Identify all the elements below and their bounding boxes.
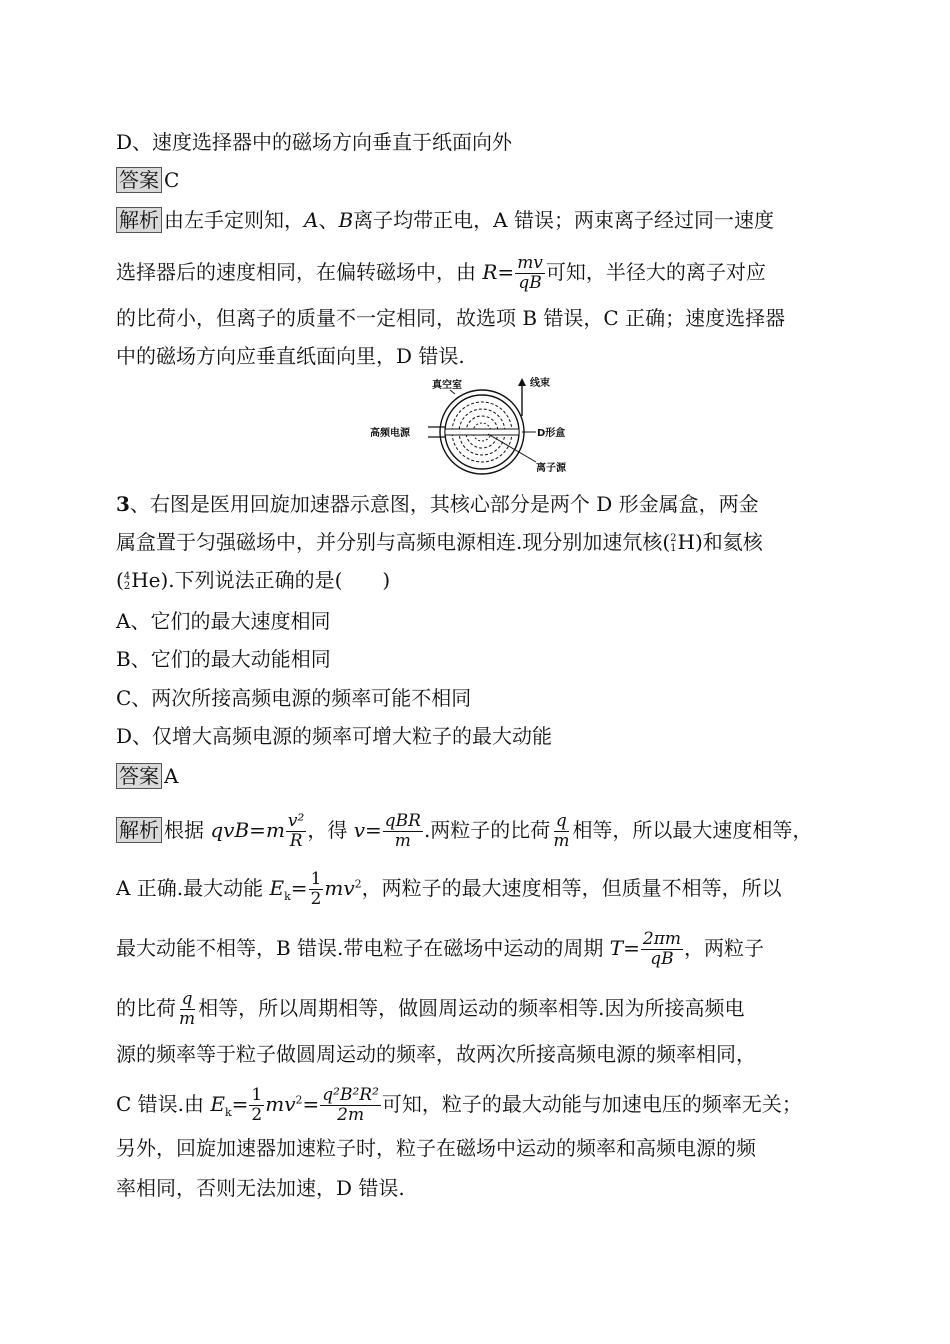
q3-stem-line-2 xyxy=(116,528,763,556)
q3-option-b: B、它们的最大动能相同 xyxy=(116,647,331,671)
element-symbol: H xyxy=(677,530,695,554)
expr-qvB: qvB xyxy=(210,818,250,842)
q2-answer-line xyxy=(116,166,179,194)
text: ( xyxy=(116,568,124,592)
element-symbol: He xyxy=(131,568,161,592)
fraction-qBR-m xyxy=(383,812,423,851)
q3-stem-line-3 xyxy=(116,566,390,594)
denominator: R xyxy=(289,831,303,851)
text: 选择器后的速度相同，在偏转磁场中，由 xyxy=(116,260,483,284)
fraction-1-2 xyxy=(309,870,324,909)
answer-value: A xyxy=(164,764,179,788)
text: 、 xyxy=(318,208,339,232)
ion-pointer xyxy=(488,434,536,462)
expr-mv: mv xyxy=(265,1092,296,1116)
label-hf-source: 高频电源 xyxy=(370,428,410,439)
q2-analysis-line-1 xyxy=(116,206,774,234)
fraction-q-m xyxy=(551,812,571,851)
text: 、右图是医用回旋加速器示意图，其核心部分是两个 D 形金属盒，两金 xyxy=(129,492,759,516)
denominator: m xyxy=(394,831,411,851)
fraction-2pim-qB xyxy=(641,930,683,969)
text: 离子均带正电，A 错误；两束离子经过同一速度 xyxy=(353,208,774,232)
q2-analysis-line-3: 的比荷小，但离子的质量不一定相同，故选项 B 错误，C 正确；速度选择器 xyxy=(116,306,786,330)
label-d-box: D形盒 xyxy=(537,428,566,439)
answer-value: C xyxy=(164,168,180,192)
equals: = xyxy=(365,818,382,842)
q3-answer-line xyxy=(116,762,178,790)
q3-option-c: C、两次所接高频电源的频率可能不相同 xyxy=(116,686,472,710)
answer-tag: 答案 xyxy=(116,167,162,193)
var-R: R xyxy=(482,260,498,284)
q3-analysis-line-5: 源的频率等于粒子做圆周运动的频率，故两次所接高频电源的频率相同， xyxy=(116,1042,756,1066)
equals: = xyxy=(497,260,515,284)
text: ，两粒子 xyxy=(684,936,764,960)
equals: = xyxy=(302,1092,320,1116)
q3-option-a: A、它们的最大速度相同 xyxy=(116,609,331,633)
q3-option-d: D、仅增大高频电源的频率可增大粒子的最大动能 xyxy=(116,724,553,748)
q3-analysis-line-4 xyxy=(116,990,744,1029)
numerator: v² xyxy=(287,811,305,831)
label-vacuum: 真空室 xyxy=(432,380,462,391)
mass-number: 2 xyxy=(670,532,677,544)
fraction-v2-R xyxy=(286,812,306,851)
text: 可知，粒子的最大动能与加速电压的频率无关； xyxy=(381,1092,802,1116)
var-E: E xyxy=(269,876,285,900)
text: )和氦核 xyxy=(695,530,763,554)
text: 根据 xyxy=(164,818,211,842)
fraction-1-2 xyxy=(249,1086,264,1125)
q3-stem-line-1 xyxy=(116,490,759,518)
fraction-q-m xyxy=(177,990,197,1029)
var-m: m xyxy=(265,818,285,842)
subscript-k: k xyxy=(224,1106,232,1119)
numerator: mv xyxy=(517,253,543,273)
equals: = xyxy=(290,876,308,900)
beam-arrow-icon xyxy=(518,378,526,386)
numerator: 1 xyxy=(310,869,322,889)
q3-analysis-line-8: 率相同，否则无法加速，D 错误. xyxy=(116,1176,405,1200)
charge-number: 2 xyxy=(123,580,131,592)
q2-analysis-line-4: 中的磁场方向应垂直纸面向里，D 错误. xyxy=(116,344,465,368)
numerator: q²B²R² xyxy=(322,1085,379,1105)
q3-analysis-line-6 xyxy=(116,1086,802,1127)
text: ).下列说法正确的是( ) xyxy=(160,568,391,592)
label-ion-source: 离子源 xyxy=(536,463,566,474)
var-v: v xyxy=(353,818,365,842)
q3-analysis-line-1 xyxy=(116,812,812,851)
q3-analysis-line-7: 另外，回旋加速器加速粒子时，粒子在磁场中运动的频率和高频电源的频 xyxy=(116,1136,756,1160)
cyclotron-diagram xyxy=(370,376,585,476)
mass-number: 4 xyxy=(123,570,131,582)
charge-number: 1 xyxy=(670,542,677,554)
answer-tag: 答案 xyxy=(116,763,162,789)
text: 的比荷 xyxy=(116,996,176,1020)
text: ，两粒子的最大速度相等，但质量不相等，所以 xyxy=(361,876,782,900)
label-beam: 线束 xyxy=(530,378,550,389)
denominator: 2 xyxy=(310,889,322,909)
text: 相等，所以最大速度相等， xyxy=(572,818,813,842)
text: A 正确.最大动能 xyxy=(116,876,270,900)
text: C 错误.由 xyxy=(116,1092,211,1116)
denominator: qB xyxy=(650,949,674,969)
analysis-tag: 解析 xyxy=(116,207,162,233)
text: 最大动能不相等，B 错误.带电粒子在磁场中运动的周期 xyxy=(116,936,610,960)
q3-analysis-line-2 xyxy=(116,870,782,911)
text: 相等，所以周期相等，做圆周运动的频率相等.因为所接高频电 xyxy=(198,996,745,1020)
denominator: m xyxy=(553,831,570,851)
denominator: m xyxy=(179,1009,196,1029)
text: ，得 xyxy=(307,818,354,842)
nuclide-indices xyxy=(124,572,130,592)
q2-option-d: D、速度选择器中的磁场方向垂直于纸面向外 xyxy=(116,130,513,154)
superscript: 2 xyxy=(354,877,362,891)
var-E: E xyxy=(210,1092,225,1116)
text: 属盒置于匀强磁场中，并分别与高频电源相连.现分别加速氘核( xyxy=(116,530,671,554)
expr-mv: mv xyxy=(324,876,355,900)
denominator: 2m xyxy=(337,1105,365,1125)
text: 可知，半径大的离子对应 xyxy=(545,260,766,284)
equals: = xyxy=(249,818,266,842)
fraction-mv-qB xyxy=(515,254,545,293)
var-T: T xyxy=(609,936,624,960)
var-A: A xyxy=(304,208,319,232)
numerator: 1 xyxy=(251,1085,263,1105)
text: .两粒子的比荷 xyxy=(423,818,551,842)
denominator: qB xyxy=(518,273,542,293)
text: 由左手定则知， xyxy=(164,208,304,232)
subscript-k: k xyxy=(284,890,291,903)
nuclide-indices xyxy=(670,534,676,554)
analysis-tag: 解析 xyxy=(116,817,162,843)
equals: = xyxy=(623,936,640,960)
q2-analysis-line-2 xyxy=(116,254,766,293)
fraction-q2B2R2-2m xyxy=(320,1086,381,1125)
var-B: B xyxy=(338,208,354,232)
question-number: 3 xyxy=(116,492,130,516)
gap xyxy=(445,429,519,435)
numerator: qBR xyxy=(384,811,421,831)
q3-analysis-line-3 xyxy=(116,930,764,969)
numerator: q xyxy=(181,989,193,1009)
numerator: 2πm xyxy=(642,929,681,949)
denominator: 2 xyxy=(251,1105,263,1125)
superscript: 2 xyxy=(295,1093,303,1107)
numerator: q xyxy=(555,811,567,831)
equals: = xyxy=(231,1092,249,1116)
